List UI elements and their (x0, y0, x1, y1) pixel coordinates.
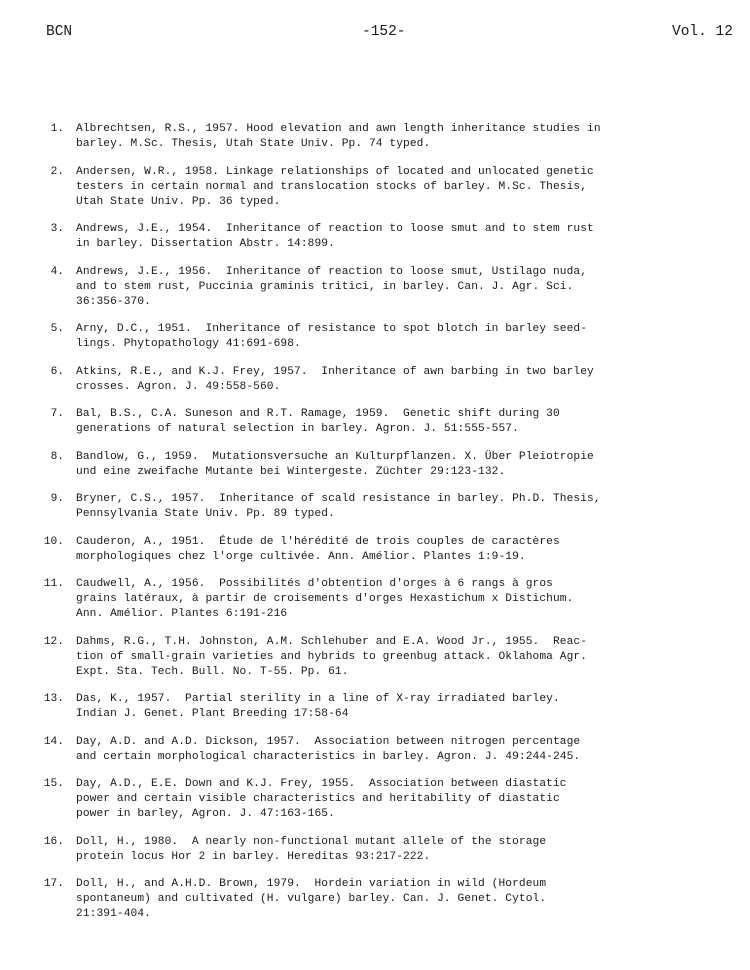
reference-text (76, 222, 750, 252)
reference-text (76, 492, 750, 522)
reference-line: Indian J. Genet. Plant Breeding 17:58-64 (76, 708, 349, 720)
reference-number: 8. (50, 450, 64, 463)
reference-line: barley. M.Sc. Thesis, Utah State Univ. Pp. 74 typed. (76, 138, 431, 150)
reference-line: morphologiques chez l'orge cultivée. Ann. Amélior. Plantes 1:9-19. (76, 550, 526, 563)
reference-line: Bal, B.S., C.A. Suneson and R.T. Ramage, 1959. Genetic shift during 30 (76, 408, 560, 420)
reference-item (0, 777, 750, 822)
reference-line: and to stem rust, Puccinia graminis tritici, in barley. Can. J. Agr. Sci. (76, 280, 574, 293)
reference-item (0, 365, 750, 395)
reference-number: 3. (50, 223, 64, 235)
reference-number: 7. (50, 408, 64, 420)
reference-item (0, 322, 750, 352)
reference-line: Dahms, R.G., T.H. Johnston, A.M. Schlehuber and E.A. Wood Jr., 1955. Reac- (76, 635, 588, 648)
reference-number: 5. (50, 323, 64, 335)
reference-list (0, 122, 750, 935)
reference-text (76, 635, 750, 680)
reference-text (76, 535, 750, 565)
reference-line: Bandlow, G., 1959. Mutationsversuche an Kulturpflanzen. X. Über Pleiotropie (76, 450, 594, 463)
reference-item (0, 222, 750, 252)
reference-text (76, 165, 750, 210)
reference-line: in barley. Dissertation Abstr. 14:899. (76, 238, 335, 250)
reference-line: lings. Phytopathology 41:691-698. (76, 338, 301, 350)
reference-number: 12. (43, 635, 64, 648)
reference-item (0, 407, 750, 437)
volume-label: Vol. 12 (672, 24, 733, 40)
reference-number: 11. (43, 578, 64, 590)
reference-text (76, 407, 750, 437)
reference-line: 36:356-370. (76, 295, 151, 308)
reference-line: Day, A.D. and A.D. Dickson, 1957. Association between nitrogen percentage (76, 735, 581, 748)
reference-line: Ann. Amélior. Plantes 6:191-216 (76, 608, 288, 620)
reference-item (0, 692, 750, 722)
reference-item (0, 450, 750, 480)
reference-text (76, 322, 750, 352)
page-header (0, 24, 750, 46)
reference-text (76, 122, 750, 152)
reference-item (0, 877, 750, 922)
reference-text (76, 265, 750, 310)
reference-line: Pennsylvania State Univ. Pp. 89 typed. (76, 508, 335, 520)
reference-number: 4. (50, 265, 64, 278)
reference-text (76, 692, 750, 722)
reference-item (0, 635, 750, 680)
reference-text (76, 365, 750, 395)
reference-number: 2. (50, 165, 64, 178)
reference-line: Utah State Univ. Pp. 36 typed. (76, 195, 281, 208)
reference-line: power and certain visible characteristics and heritability of diastatic (76, 793, 560, 805)
reference-number: 6. (50, 365, 64, 378)
reference-number: 13. (43, 693, 64, 705)
reference-line: Day, A.D., E.E. Down and K.J. Frey, 1955. Association between diastatic (76, 778, 567, 790)
reference-text (76, 450, 750, 480)
reference-line: Doll, H., and A.H.D. Brown, 1979. Hordein variation in wild (Hordeum (76, 878, 547, 890)
reference-item (0, 535, 750, 565)
reference-line: Arny, D.C., 1951. Inheritance of resistance to spot blotch in barley seed- (76, 323, 588, 335)
reference-line: Andrews, J.E., 1956. Inheritance of reaction to loose smut, Ustilago nuda, (76, 265, 588, 278)
reference-number: 15. (43, 778, 64, 790)
reference-line: Andrews, J.E., 1954. Inheritance of reaction to loose smut and to stem rust (76, 223, 594, 235)
reference-item (0, 735, 750, 765)
reference-line: generations of natural selection in barley. Agron. J. 51:555-557. (76, 423, 519, 435)
reference-item (0, 835, 750, 865)
reference-line: Atkins, R.E., and K.J. Frey, 1957. Inheritance of awn barbing in two barley (76, 365, 594, 378)
journal-abbrev: BCN (46, 24, 73, 40)
reference-line: tion of small-grain varieties and hybrids to greenbug attack. Oklahoma Agr. (76, 650, 588, 663)
reference-number: 1. (50, 123, 64, 135)
reference-text (76, 835, 750, 865)
reference-line: grains latéraux, à partir de croisements d'orges Hexastichum x Distichum. (76, 593, 574, 605)
reference-line: Andersen, W.R., 1958. Linkage relationships of located and unlocated genetic (76, 165, 594, 178)
reference-number: 14. (43, 735, 64, 748)
reference-number: 9. (50, 493, 64, 505)
reference-item (0, 165, 750, 210)
reference-line: Expt. Sta. Tech. Bull. No. T-55. Pp. 61. (76, 665, 349, 678)
reference-text (76, 877, 750, 922)
reference-line: Cauderon, A., 1951. Étude de l'hérédité de trois couples de caractères (76, 535, 560, 548)
reference-number: 16. (43, 835, 64, 848)
reference-line: Bryner, C.S., 1957. Inheritance of scald resistance in barley. Ph.D. Thesis, (76, 493, 601, 505)
reference-text (76, 777, 750, 822)
page-number: -152- (362, 24, 406, 40)
reference-line: testers in certain normal and translocation stocks of barley. M.Sc. Thesis, (76, 180, 588, 193)
reference-line: Caudwell, A., 1956. Possibilités d'obtention d'orges à 6 rangs à gros (76, 578, 553, 590)
reference-line: spontaneum) and cultivated (H. vulgare) barley. Can. J. Genet. Cytol. (76, 893, 547, 905)
reference-line: protein locus Hor 2 in barley. Hereditas 93:217-222. (76, 850, 431, 863)
reference-text (76, 735, 750, 765)
reference-line: crosses. Agron. J. 49:558-560. (76, 380, 281, 393)
reference-line: Doll, H., 1980. A nearly non-functional mutant allele of the storage (76, 835, 547, 848)
reference-item (0, 265, 750, 310)
reference-item (0, 577, 750, 622)
reference-line: power in barley, Agron. J. 47:163-165. (76, 808, 335, 820)
reference-text (76, 577, 750, 622)
reference-number: 17. (43, 878, 64, 890)
reference-line: Das, K., 1957. Partial sterility in a line of X-ray irradiated barley. (76, 693, 560, 705)
reference-line: and certain morphological characteristics in barley. Agron. J. 49:244-245. (76, 750, 581, 763)
reference-item (0, 492, 750, 522)
reference-number: 10. (43, 535, 64, 548)
reference-item (0, 122, 750, 152)
reference-line: 21:391-404. (76, 908, 151, 920)
reference-line: Albrechtsen, R.S., 1957. Hood elevation and awn length inheritance studies in (76, 123, 601, 135)
reference-line: und eine zweifache Mutante bei Wintergeste. Züchter 29:123-132. (76, 465, 506, 478)
